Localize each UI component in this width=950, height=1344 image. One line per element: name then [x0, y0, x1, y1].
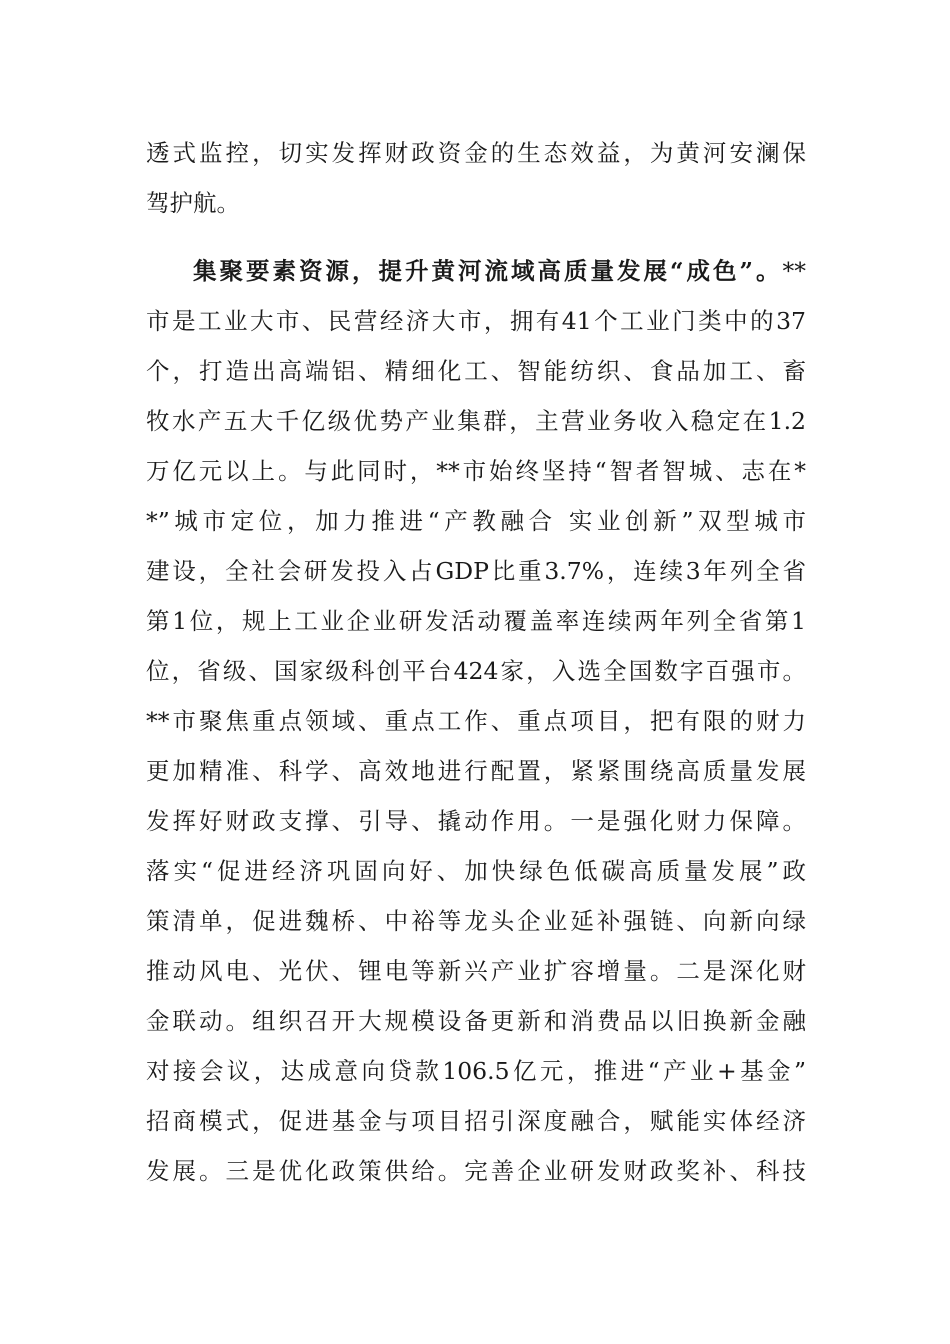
paragraph-heading-line: [146, 246, 806, 296]
text-line: 第1位，规上工业企业研发活动覆盖率连续两年列全省第1: [146, 607, 806, 635]
text-line: 落实“促进经济巩固向好、加快绿色低碳高质量发展”政: [146, 857, 806, 885]
text-line: 对接会议，达成意向贷款106.5亿元，推进“产业+基金”: [146, 1057, 806, 1085]
heading-tail: **: [782, 257, 806, 285]
text-line: 透式监控，切实发挥财政资金的生态效益，为黄河安澜保: [146, 139, 806, 167]
text-line: 建设，全社会研发投入占GDP比重3.7%，连续3年列全省: [146, 557, 806, 585]
document-page: [146, 128, 806, 1196]
paragraph-2: [146, 246, 806, 1196]
text-line: 招商模式，促进基金与项目招引深度融合，赋能实体经济: [146, 1107, 806, 1135]
text-line: 更加精准、科学、高效地进行配置，紧紧围绕高质量发展: [146, 757, 806, 785]
text-line: 发展。三是优化政策供给。完善企业研发财政奖补、科技: [146, 1157, 806, 1185]
paragraph-heading: 集聚要素资源，提升黄河流域高质量发展“成色”。: [193, 257, 783, 285]
paragraph-gap: [146, 228, 806, 246]
text-line: 牧水产五大千亿级优势产业集群，主营业务收入稳定在1.2: [146, 407, 806, 435]
text-line: 驾护航。: [146, 189, 240, 217]
paragraph-1: [146, 128, 806, 228]
text-line: 策清单，促进魏桥、中裕等龙头企业延补强链、向新向绿: [146, 907, 806, 935]
text-line: 个，打造出高端铝、精细化工、智能纺织、食品加工、畜: [146, 357, 806, 385]
text-line: 金联动。组织召开大规模设备更新和消费品以旧换新金融: [146, 1007, 806, 1035]
text-line: 推动风电、光伏、锂电等新兴产业扩容增量。二是深化财: [146, 957, 806, 985]
text-line: *”城市定位，加力推进“产教融合 实业创新”双型城市: [146, 507, 806, 535]
text-line: **市聚焦重点领域、重点工作、重点项目，把有限的财力: [146, 707, 806, 735]
text-line: 位，省级、国家级科创平台424家，入选全国数字百强市。: [146, 657, 806, 685]
text-line: 万亿元以上。与此同时，**市始终坚持“智者智城、志在*: [146, 457, 806, 485]
text-line: 市是工业大市、民营经济大市，拥有41个工业门类中的37: [146, 307, 806, 335]
text-line: 发挥好财政支撑、引导、撬动作用。一是强化财力保障。: [146, 807, 806, 835]
